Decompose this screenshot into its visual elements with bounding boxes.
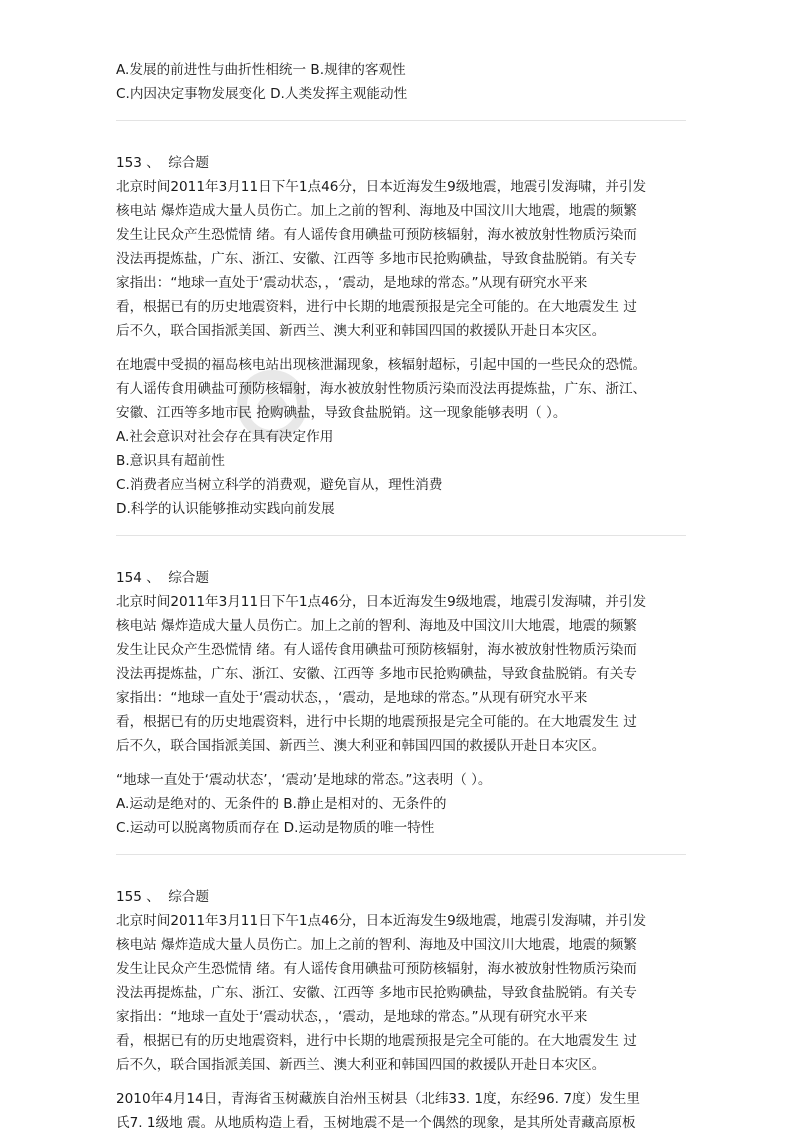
question-passage bbox=[116, 590, 686, 758]
stem-line: 有人谣传食用碘盐可预防核辐射，海水被放射性物质污染而没法再提炼盐，广东、浙江、 bbox=[116, 381, 647, 397]
passage-line: 后不久，联合国指派美国、新西兰、澳大利亚和韩国四国的救援队开赴日本灾区。 bbox=[116, 1057, 606, 1073]
stem-line: 在地震中受损的福岛核电站出现核泄漏现象，核辐射超标，引起中国的一些民众的恐慌。 bbox=[116, 357, 647, 373]
question-number: 154 、 bbox=[116, 570, 160, 586]
option-line: C.运动可以脱离物质而存在 D.运动是物质的唯一特性 bbox=[116, 820, 435, 836]
passage-line: 没法再提炼盐，广东、浙江、安徽、江西等 多地市民抢购碘盐，导致食盐脱销。有关专 bbox=[116, 666, 637, 682]
passage-line: 发生让民众产生恐慌情 绪。有人谣传食用碘盐可预防核辐射，海水被放射性物质污染而 bbox=[116, 961, 637, 977]
passage-line: 家指出：“地球一直处于‘震动状态，，‘震动，是地球的常态。”从现有研究水平来 bbox=[116, 690, 588, 706]
option-line: A.运动是绝对的、无条件的 B.静止是相对的、无条件的 bbox=[116, 796, 447, 812]
passage-line: 家指出：“地球一直处于‘震动状态，，‘震动，是地球的常态。”从现有研究水平来 bbox=[116, 1009, 588, 1025]
document-page bbox=[116, 58, 686, 1135]
passage-line: 看，根据已有的历史地震资料，进行中长期的地震预报是完全可能的。在大地震发生 过 bbox=[116, 299, 637, 315]
passage-line: 核电站 爆炸造成大量人员伤亡。加上之前的智利、海地及中国汶川大地震，地震的频繁 bbox=[116, 937, 637, 953]
option-line: A.社会意识对社会存在具有决定作用 bbox=[116, 429, 334, 445]
passage-line: 看，根据已有的历史地震资料，进行中长期的地震预报是完全可能的。在大地震发生 过 bbox=[116, 1033, 637, 1049]
option-line: A.发展的前进性与曲折性相统一 B.规律的客观性 bbox=[116, 62, 406, 78]
question-type: 综合题 bbox=[168, 889, 209, 905]
question-header bbox=[116, 885, 686, 909]
stem-line: “地球一直处于‘震动状态’，‘震动’是地球的常态。”这表明（ ）。 bbox=[116, 772, 492, 788]
stem-line: 安徽、江西等多地市民 抢购碘盐，导致食盐脱销。这一现象能够表明（ ）。 bbox=[116, 405, 567, 421]
question-stem bbox=[116, 768, 686, 792]
passage-line: 家指出：“地球一直处于‘震动状态，，‘震动，是地球的常态。”从现有研究水平来 bbox=[116, 275, 588, 291]
question-header bbox=[116, 566, 686, 590]
passage-line: 没法再提炼盐，广东、浙江、安徽、江西等 多地市民抢购碘盐，导致食盐脱销。有关专 bbox=[116, 985, 637, 1001]
passage-line: 北京时间2011年3月11日下午1点46分，日本近海发生9级地震，地震引发海啸，并引发 bbox=[116, 913, 647, 929]
divider bbox=[116, 854, 686, 855]
question-header bbox=[116, 151, 686, 175]
previous-question-options bbox=[116, 58, 686, 106]
question-number: 153 、 bbox=[116, 155, 160, 171]
question-155 bbox=[116, 885, 686, 1135]
divider bbox=[116, 535, 686, 536]
passage-line: 北京时间2011年3月11日下午1点46分，日本近海发生9级地震，地震引发海啸，并引发 bbox=[116, 179, 647, 195]
passage-line: 发生让民众产生恐慌情 绪。有人谣传食用碘盐可预防核辐射，海水被放射性物质污染而 bbox=[116, 642, 637, 658]
passage-line: 核电站 爆炸造成大量人员伤亡。加上之前的智利、海地及中国汶川大地震，地震的频繁 bbox=[116, 618, 637, 634]
question-154 bbox=[116, 566, 686, 840]
passage-line: 后不久，联合国指派美国、新西兰、澳大利亚和韩国四国的救援队开赴日本灾区。 bbox=[116, 323, 606, 339]
divider bbox=[116, 120, 686, 121]
option-line: D.科学的认识能够推动实践向前发展 bbox=[116, 501, 335, 517]
passage-line: 后不久，联合国指派美国、新西兰、澳大利亚和韩国四国的救援队开赴日本灾区。 bbox=[116, 738, 606, 754]
question-stem bbox=[116, 353, 686, 425]
option-line: C.消费者应当树立科学的消费观，避免盲从，理性消费 bbox=[116, 477, 443, 493]
option-line: C.内因决定事物发展变化 D.人类发挥主观能动性 bbox=[116, 86, 408, 102]
question-stem bbox=[116, 1087, 686, 1135]
question-number: 155 、 bbox=[116, 889, 160, 905]
option-line: B.意识具有超前性 bbox=[116, 453, 225, 469]
question-passage bbox=[116, 909, 686, 1077]
passage-line: 发生让民众产生恐慌情 绪。有人谣传食用碘盐可预防核辐射，海水被放射性物质污染而 bbox=[116, 227, 637, 243]
question-type: 综合题 bbox=[168, 570, 209, 586]
question-passage bbox=[116, 175, 686, 343]
stem-line: 氏7. 1级地 震。从地质构造上看，玉树地震不是一个偶然的现象，是其所处青藏高原板 bbox=[116, 1115, 636, 1131]
passage-line: 核电站 爆炸造成大量人员伤亡。加上之前的智利、海地及中国汶川大地震，地震的频繁 bbox=[116, 203, 637, 219]
answer-options bbox=[116, 792, 686, 840]
stem-line: 2010年4月14日，青海省玉树藏族自治州玉树县（北纬33. 1度，东经96. 7度）发生里 bbox=[116, 1091, 640, 1107]
question-153 bbox=[116, 151, 686, 521]
passage-line: 没法再提炼盐，广东、浙江、安徽、江西等 多地市民抢购碘盐，导致食盐脱销。有关专 bbox=[116, 251, 637, 267]
answer-options bbox=[116, 425, 686, 521]
passage-line: 看，根据已有的历史地震资料，进行中长期的地震预报是完全可能的。在大地震发生 过 bbox=[116, 714, 637, 730]
passage-line: 北京时间2011年3月11日下午1点46分，日本近海发生9级地震，地震引发海啸，并引发 bbox=[116, 594, 647, 610]
question-type: 综合题 bbox=[168, 155, 209, 171]
